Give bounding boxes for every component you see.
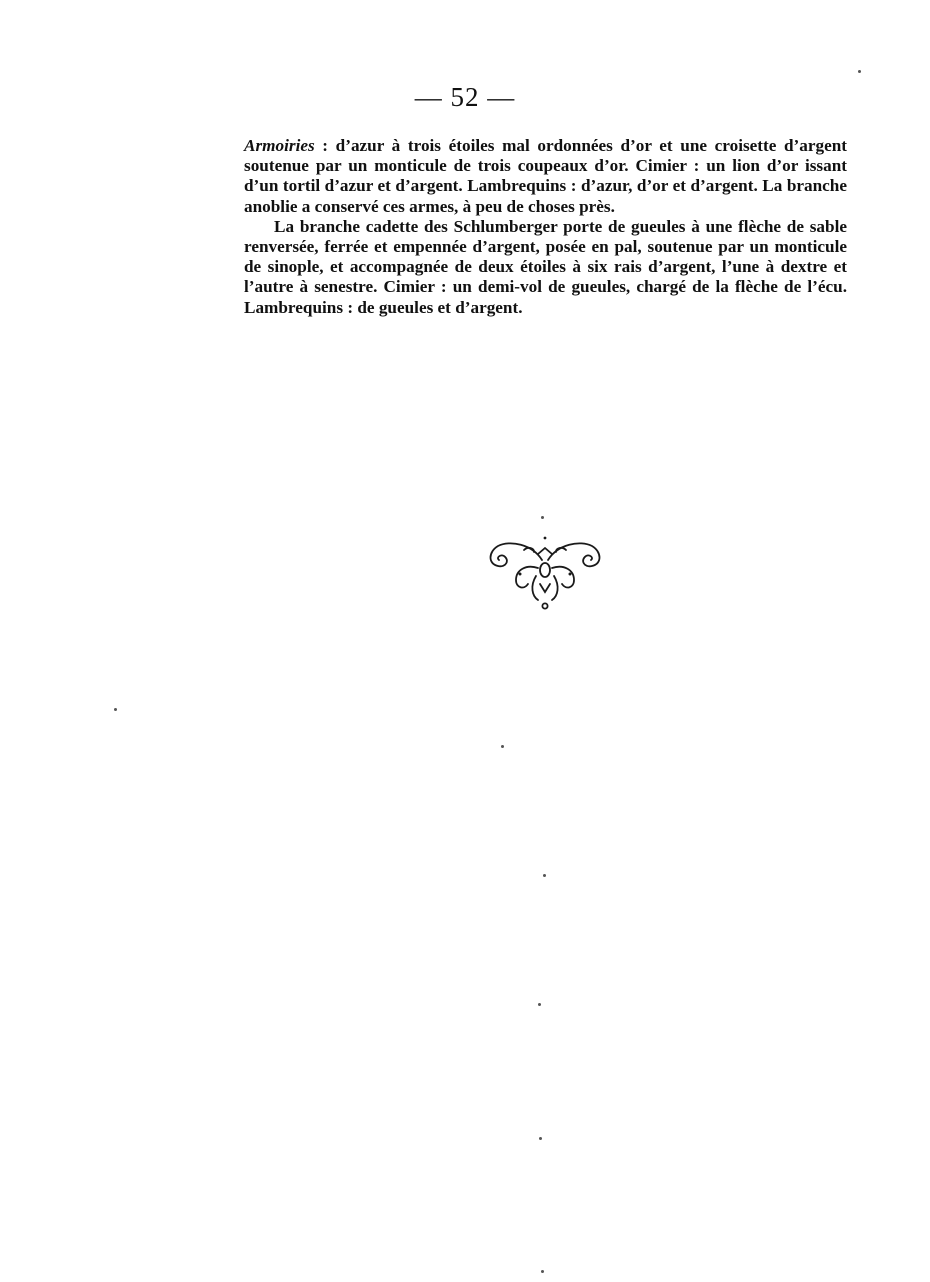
scan-speck: [541, 516, 544, 519]
paragraph-lead: Armoiries: [244, 136, 315, 155]
paragraph-text: La branche cadette des Schlumberger porte de gueules à une flèche de sable renversée, ferrée et empennée d’argent, posée en pal, soutenue par un monticule de sinople, et accompagnée de deux étoiles à six rais d’argent, l’une à dextre et l’autre à senestre. Cimier : un demi-vol de gueules, chargé de la flèche de l’écu. Lambrequins : de gueules et d’argent.: [244, 216, 847, 317]
scan-speck: [501, 745, 504, 748]
paragraph-armoiries: [244, 136, 847, 217]
scan-speck: [858, 70, 861, 73]
scan-speck: [539, 1137, 542, 1140]
paragraph-text: : d’azur à trois étoiles mal ordonnées d’or et une croisette d’argent soutenue par un monticule de trois coupeaux d’or. Cimier : un lion d’or issant d’un tortil d’azur et d’argent. Lambrequins : d’azur, d’or et d’argent. La branche anoblie a conservé ces armes, à peu de choses près.: [244, 136, 847, 216]
floral-scroll-ornament-icon: [480, 530, 610, 612]
scan-speck: [538, 1003, 541, 1006]
body-text: [244, 136, 847, 318]
scan-speck: [543, 874, 546, 877]
page-number: — 52 —: [414, 82, 516, 112]
scan-speck: [114, 708, 117, 711]
scan-speck: [541, 1270, 544, 1273]
paragraph-branche-cadette: [244, 217, 847, 318]
